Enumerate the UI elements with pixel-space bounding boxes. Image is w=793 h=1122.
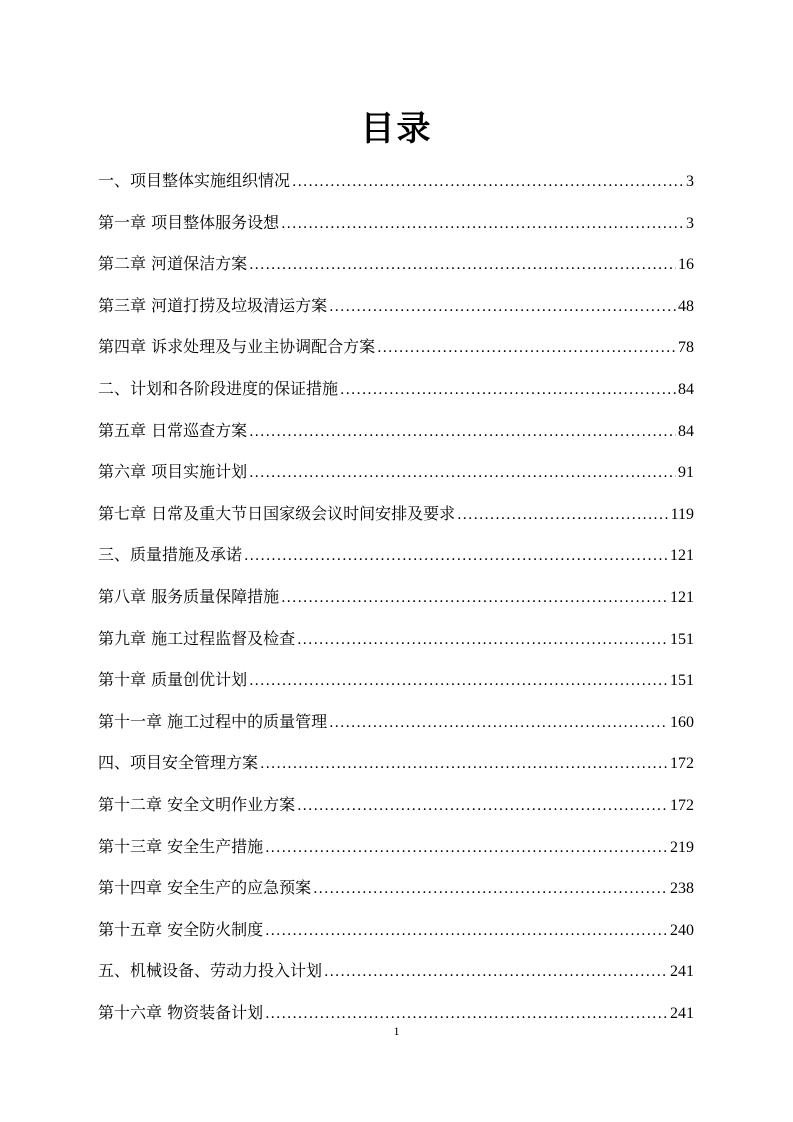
toc-dot-leader [297, 787, 668, 825]
toc-entry-page-number: 16 [678, 256, 694, 274]
toc-dot-leader [249, 246, 676, 284]
toc-entry-label: 第七章 日常及重大节日国家级会议时间安排及要求 [98, 503, 456, 523]
toc-entry[interactable] [98, 204, 694, 246]
toc-entry-page-number: 3 [686, 214, 694, 232]
toc-entry[interactable] [98, 869, 694, 911]
toc-entry-label: 第十三章 安全生产措施 [98, 836, 264, 856]
toc-dot-leader [244, 537, 668, 575]
toc-dot-leader [260, 745, 668, 783]
toc-entry[interactable] [98, 370, 694, 412]
toc-entry[interactable] [98, 245, 694, 287]
toc-dot-leader [249, 413, 676, 451]
toc-dot-leader [249, 454, 676, 492]
toc-entry-page-number: 48 [678, 297, 694, 315]
toc-dot-leader [329, 288, 676, 326]
toc-dot-leader [249, 662, 668, 700]
toc-entry[interactable] [98, 786, 694, 828]
toc-entry-label: 第二章 河道保洁方案 [98, 254, 248, 274]
toc-entry[interactable] [98, 453, 694, 495]
toc-entry-label: 第五章 日常巡查方案 [98, 420, 248, 440]
toc-entry[interactable] [98, 162, 694, 204]
toc-entry[interactable] [98, 661, 694, 703]
toc-entry-page-number: 84 [678, 422, 694, 440]
toc-entry-page-number: 241 [670, 963, 694, 981]
toc-entry-page-number: 121 [670, 588, 694, 606]
page-number: 1 [393, 1024, 400, 1038]
toc-entry[interactable] [98, 287, 694, 329]
toc-entry-label: 第八章 服务质量保障措施 [98, 586, 280, 606]
toc-entry-page-number: 151 [670, 672, 694, 690]
toc-entry-label: 第四章 诉求处理及与业主协调配合方案 [98, 337, 376, 357]
toc-entry-page-number: 219 [670, 838, 694, 856]
toc-entry-page-number: 151 [670, 630, 694, 648]
toc-entry[interactable] [98, 578, 694, 620]
toc-entry-label: 第一章 项目整体服务设想 [98, 212, 280, 232]
page-title: 目录 [360, 109, 433, 149]
toc-entry-label: 第十六章 物资装备计划 [98, 1002, 264, 1022]
toc-entry-label: 第六章 项目实施计划 [98, 462, 248, 482]
toc-entry-label: 第十章 质量创优计划 [98, 670, 248, 690]
toc-dot-leader [313, 870, 668, 908]
toc-entry-page-number: 119 [670, 505, 694, 523]
toc-entry[interactable] [98, 412, 694, 454]
toc-entry[interactable] [98, 328, 694, 370]
toc-dot-leader [281, 205, 684, 243]
toc-entry-page-number: 91 [678, 464, 694, 482]
toc-entry-label: 第三章 河道打捞及垃圾清运方案 [98, 295, 328, 315]
toc-entry-page-number: 160 [670, 713, 694, 731]
toc-entry-label: 三、质量措施及承诺 [98, 545, 243, 565]
toc-dot-leader [340, 371, 676, 409]
toc-entry-label: 第九章 施工过程监督及检查 [98, 628, 296, 648]
toc-entry[interactable] [98, 911, 694, 953]
toc-entry-page-number: 121 [670, 547, 694, 565]
toc-entry[interactable] [98, 744, 694, 786]
toc-entry-label: 四、项目安全管理方案 [98, 753, 259, 773]
toc-entry-label: 一、项目整体实施组织情况 [98, 171, 291, 190]
toc-entry-page-number: 78 [678, 339, 694, 357]
toc-entry[interactable] [98, 495, 694, 537]
toc-entry-page-number: 84 [678, 380, 694, 398]
toc-entry-label: 第十五章 安全防火制度 [98, 919, 264, 939]
toc-entry[interactable] [98, 703, 694, 745]
toc-entry-page-number: 3 [686, 173, 694, 190]
toc-dot-leader [377, 329, 676, 367]
toc-entry-page-number: 238 [670, 880, 694, 898]
table-of-contents [98, 162, 694, 1035]
toc-entry-page-number: 172 [670, 755, 694, 773]
toc-dot-leader [281, 579, 668, 617]
toc-dot-leader [265, 912, 668, 950]
toc-entry-label: 五、机械设备、劳动力投入计划 [98, 961, 323, 981]
toc-dot-leader [324, 953, 668, 991]
toc-dot-leader [297, 621, 668, 659]
toc-dot-leader [265, 829, 668, 867]
toc-entry[interactable] [98, 828, 694, 870]
toc-entry-page-number: 172 [670, 796, 694, 814]
toc-entry-label: 第十二章 安全文明作业方案 [98, 794, 296, 814]
toc-entry[interactable] [98, 620, 694, 662]
toc-entry-label: 第十一章 施工过程中的质量管理 [98, 711, 328, 731]
toc-entry-page-number: 240 [670, 921, 694, 939]
toc-dot-leader [329, 704, 668, 742]
toc-dot-leader [292, 163, 684, 201]
toc-dot-leader [457, 496, 669, 534]
toc-entry[interactable] [98, 536, 694, 578]
toc-entry-page-number: 241 [670, 1004, 694, 1022]
toc-entry-label: 二、计划和各阶段进度的保证措施 [98, 378, 339, 398]
toc-entry[interactable] [98, 952, 694, 994]
toc-entry-label: 第十四章 安全生产的应急预案 [98, 878, 312, 898]
